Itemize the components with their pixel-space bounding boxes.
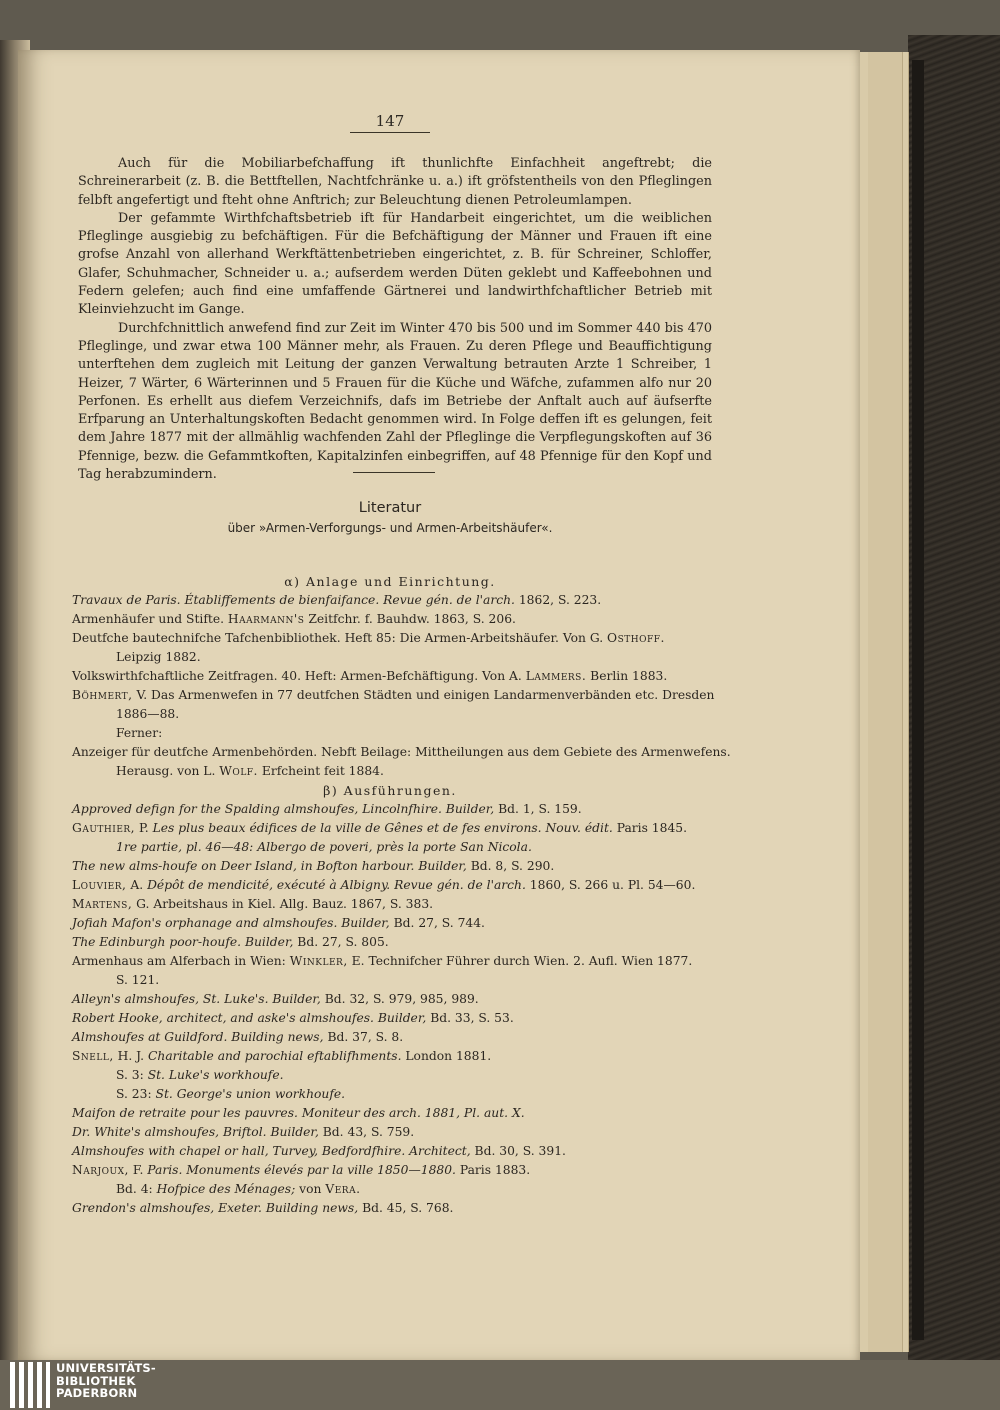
reference-text: S. 121. bbox=[116, 973, 160, 987]
reference-text: Armenhaus am Alferbach in Wien: bbox=[72, 954, 290, 968]
library-name bbox=[56, 1362, 196, 1400]
reference-text: The new alms-houfe on Deer Island, in Bofton harbour. Builder, bbox=[72, 859, 467, 873]
reference-list bbox=[72, 572, 731, 1218]
reference-text: Lammers. bbox=[525, 669, 587, 683]
reference-entry bbox=[72, 762, 722, 781]
reference-entry bbox=[72, 686, 722, 705]
reference-text: G. Arbeitshaus in Kiel. Allg. Bauz. 1867, S. 383. bbox=[132, 897, 434, 911]
reference-text: Gauthier, bbox=[72, 821, 136, 835]
reference-entry bbox=[72, 1199, 722, 1218]
paragraph-1: Auch für die Mobiliarbefchaffung ift thunlichfte Einfachheit angeftrebt; die Schreinerarbeit (z. B. die Bettftellen, Nachtfchränke u. a.) ift gröfstentheils von den Pfleglingen felbft angefertigt und fteht ohne Anftrich; zur Beleuchtung dienen Petroleumlampen. bbox=[78, 156, 712, 208]
reference-text: Berlin 1883. bbox=[586, 669, 668, 683]
reference-text: Dépôt de mendicité, exécuté à Albigny. Revue gén. de l'arch. bbox=[147, 878, 526, 892]
reference-text: S. 3: bbox=[116, 1068, 148, 1082]
reference-entry bbox=[72, 1047, 722, 1066]
reference-text: 1re partie, pl. 46—48: Albergo de poveri, près la porte San Nicola. bbox=[116, 840, 532, 854]
reference-text: Haarmann's bbox=[227, 612, 305, 626]
reference-text: St. Luke's workhoufe. bbox=[147, 1068, 284, 1082]
library-name-line: UNIVERSITÄTS- bbox=[56, 1361, 156, 1375]
reference-entry bbox=[72, 629, 722, 648]
reference-text: Snell, bbox=[72, 1049, 114, 1063]
reference-text: 1886—88. bbox=[116, 707, 180, 721]
reference-text: Les plus beaux édifices de la ville de Gênes et de fes environs. Nouv. édit. bbox=[152, 821, 613, 835]
reference-text: Martens, bbox=[72, 897, 133, 911]
reference-text: Robert Hooke, architect, and aske's almshoufes. Builder, bbox=[72, 1011, 427, 1025]
reference-text: F. bbox=[128, 1163, 148, 1177]
reference-text: Bd. 33, S. 53. bbox=[426, 1011, 514, 1025]
reference-text: Almshoufes with chapel or hall, Turvey, Bedfordfhire. Architect, bbox=[72, 1144, 471, 1158]
paragraph-3: Durchfchnittlich anwefend find zur Zeit im Winter 470 bis 500 und im Sommer 440 bis 470 Pfleglinge, und zwar etwa 100 Männer mehr, als Frauen. Zu deren Pflege und Beauffichtigung unterftehen dem zugleich mit Leitung der ganzen Verwaltung betrauten Arzte 1 Schreiber, 1 Heizer, 7 Wärter, 6 Wärterinnen und 5 Frauen für die Küche und Wäfche, zufammen alfo nur 20 Perfonen. Es erhellt aus diefem Verzeichnifs, dafs im Betriebe der Anftalt auch auf äufserfte Erfparung an Unterhaltungskoften Bedacht genommen wird. In Folge deffen ift es gelungen, feit dem Jahre 1877 mit der allmählig wachfenden Zahl der Pfleglinge die Verpflegungskoften auf 36 Pfennige, bezw. die Gefammtkoften, Kapitalzinfen einbegriffen, auf 48 Pfennige für den Kopf und Tag herabzumindern. bbox=[78, 320, 712, 483]
reference-entry bbox=[72, 1066, 722, 1085]
reference-text: Bd. 45, S. 768. bbox=[358, 1201, 454, 1215]
reference-text: Jofiah Mafon's orphanage and almshoufes. Builder, bbox=[72, 916, 390, 930]
reference-text: Grendon's almshoufes, Exeter. Building news, bbox=[72, 1201, 359, 1215]
reference-entry bbox=[72, 800, 722, 819]
reference-entry bbox=[72, 1161, 722, 1180]
reference-entry bbox=[72, 1104, 722, 1123]
reference-text: Herausg. von L. bbox=[116, 764, 220, 778]
reference-text: Travaux de Paris. Établiffements de bienfaifance. Revue gén. de l'arch. bbox=[72, 593, 515, 607]
reference-text: Leipzig 1882. bbox=[116, 650, 201, 664]
reference-text: Louvier, bbox=[72, 878, 127, 892]
library-logo-icon bbox=[10, 1362, 50, 1408]
reference-entry bbox=[72, 1085, 722, 1104]
reference-text: Erfcheint feit 1884. bbox=[257, 764, 384, 778]
reference-text: Paris 1883. bbox=[455, 1163, 531, 1177]
reference-text: Bd. 1, S. 159. bbox=[494, 802, 582, 816]
reference-text: Bd. 43, S. 759. bbox=[318, 1125, 415, 1139]
reference-text: 1860, S. 266 u. Pl. 54—60. bbox=[525, 878, 696, 892]
reference-text: Bd. 32, S. 979, 985, 989. bbox=[320, 992, 479, 1006]
section-b-entries bbox=[72, 800, 722, 1218]
literature-subtitle: über »Armen-Verforgungs- und Armen-Arbeitshäufer«. bbox=[227, 521, 553, 535]
reference-text: V. Das Armenwefen in 77 deutfchen Städten und einigen Landarmenverbänden etc. Dresden bbox=[132, 688, 715, 702]
reference-entry bbox=[72, 838, 722, 857]
reference-text: Bd. 4: bbox=[116, 1182, 157, 1196]
reference-text: 1862, S. 223. bbox=[514, 593, 602, 607]
reference-text: A. bbox=[126, 878, 148, 892]
page-stack-inner bbox=[868, 52, 903, 1352]
page-number: 147 bbox=[350, 112, 430, 133]
section-a-heading: α) Anlage und Einrichtung. bbox=[284, 574, 496, 589]
reference-text: Armenhäufer und Stifte. bbox=[72, 612, 228, 626]
reference-entry bbox=[72, 724, 722, 743]
reference-text: Anzeiger für deutfche Armenbehörden. Nebft Beilage: Mittheilungen aus dem Gebiete des Armenwefens. bbox=[72, 745, 731, 759]
reference-entry bbox=[72, 914, 722, 933]
reference-text: Hofpice des Ménages; bbox=[156, 1182, 296, 1196]
reference-text: S. 23: bbox=[116, 1087, 156, 1101]
reference-entry bbox=[72, 743, 731, 762]
reference-text: Wolf. bbox=[219, 764, 258, 778]
reference-text: Bd. 27, S. 805. bbox=[293, 935, 389, 949]
reference-entry bbox=[72, 819, 722, 838]
reference-text: London 1881. bbox=[401, 1049, 492, 1063]
cover-edge bbox=[912, 60, 924, 1340]
reference-text: St. George's union workhoufe. bbox=[155, 1087, 346, 1101]
reference-entry bbox=[72, 667, 722, 686]
reference-entry bbox=[72, 971, 722, 990]
reference-entry bbox=[72, 895, 722, 914]
reference-entry bbox=[72, 876, 722, 895]
body-text bbox=[78, 155, 712, 484]
library-name-line: PADERBORN bbox=[56, 1386, 138, 1400]
reference-text: von bbox=[295, 1182, 326, 1196]
section-a-entries bbox=[72, 591, 731, 781]
reference-entry bbox=[72, 705, 722, 724]
reference-text: Zeitfchr. f. Bauhdw. 1863, S. 206. bbox=[304, 612, 516, 626]
reference-text: Osthoff. bbox=[607, 631, 665, 645]
reference-entry bbox=[72, 933, 722, 952]
section-b-heading: β) Ausführungen. bbox=[323, 783, 457, 798]
reference-entry bbox=[72, 990, 722, 1009]
reference-entry bbox=[72, 1009, 722, 1028]
reference-entry bbox=[72, 857, 722, 876]
literature-title: Literatur bbox=[358, 500, 422, 516]
reference-entry bbox=[72, 591, 722, 610]
reference-entry bbox=[72, 1028, 722, 1047]
section-divider bbox=[353, 472, 435, 473]
reference-text: Narjoux, bbox=[72, 1163, 129, 1177]
reference-text: Alleyn's almshoufes, St. Luke's. Builder, bbox=[72, 992, 321, 1006]
reference-entry bbox=[72, 1142, 722, 1161]
reference-text: Bd. 30, S. 391. bbox=[470, 1144, 566, 1158]
reference-text: Dr. White's almshoufes, Briftol. Builder, bbox=[72, 1125, 319, 1139]
reference-text: Winkler, bbox=[289, 954, 348, 968]
reference-text: Paris 1845. bbox=[612, 821, 688, 835]
reference-text: Charitable and parochial eftablifhments. bbox=[147, 1049, 402, 1063]
reference-text: Bd. 37, S. 8. bbox=[323, 1030, 404, 1044]
reference-text: Bd. 8, S. 290. bbox=[466, 859, 555, 873]
reference-text: Paris. Monuments élevés par la ville 1850—1880. bbox=[147, 1163, 456, 1177]
reference-entry bbox=[72, 648, 722, 667]
reference-entry bbox=[72, 1123, 722, 1142]
reference-text: E. Technifcher Führer durch Wien. 2. Aufl. Wien 1877. bbox=[347, 954, 693, 968]
reference-text: Approved defign for the Spalding almshoufes, Lincolnfhire. Builder, bbox=[72, 802, 495, 816]
reference-text: H. J. bbox=[113, 1049, 148, 1063]
reference-entry bbox=[72, 610, 722, 629]
reference-text: Volkswirthfchaftliche Zeitfragen. 40. Heft: Armen-Befchäftigung. Von A. bbox=[72, 669, 526, 683]
reference-entry bbox=[72, 1180, 722, 1199]
reference-text: Maifon de retraite pour les pauvres. Moniteur des arch. 1881, Pl. aut. X. bbox=[72, 1106, 525, 1120]
reference-text: Almshoufes at Guildford. Building news, bbox=[72, 1030, 324, 1044]
reference-text: The Edinburgh poor-houfe. Builder, bbox=[72, 935, 294, 949]
reference-entry bbox=[72, 952, 722, 971]
library-name-line: BIBLIOTHEK bbox=[56, 1373, 136, 1388]
reference-text: Böhmert, bbox=[72, 688, 133, 702]
reference-text: Vera. bbox=[325, 1182, 361, 1196]
reference-text: Bd. 27, S. 744. bbox=[389, 916, 485, 930]
reference-text: Ferner: bbox=[116, 726, 163, 740]
reference-text: P. bbox=[135, 821, 153, 835]
paragraph-2: Der gefammte Wirthfchaftsbetrieb ift für Handarbeit eingerichtet, um die weiblichen Pfleglinge ausgiebig zu befchäftigen. Für die Befchäftigung der Männer und Frauen ift eine grofse Anzahl von allerhand Werkftättenbetrieben eingerichtet, z. B. für Schreiner, Schloffer, Glafer, Schuhmacher, Schneider u. a.; aufserdem werden Düten geklebt und Kaffeebohnen und Federn gelefen; auch find eine umfaffende Gärtnerei und landwirthfchaftlicher Betrieb mit Kleinviehzucht im Gange. bbox=[78, 210, 712, 318]
reference-text: Deutfche bautechnifche Tafchenbibliothek. Heft 85: Die Armen-Arbeitshäufer. Von G. bbox=[72, 631, 608, 645]
